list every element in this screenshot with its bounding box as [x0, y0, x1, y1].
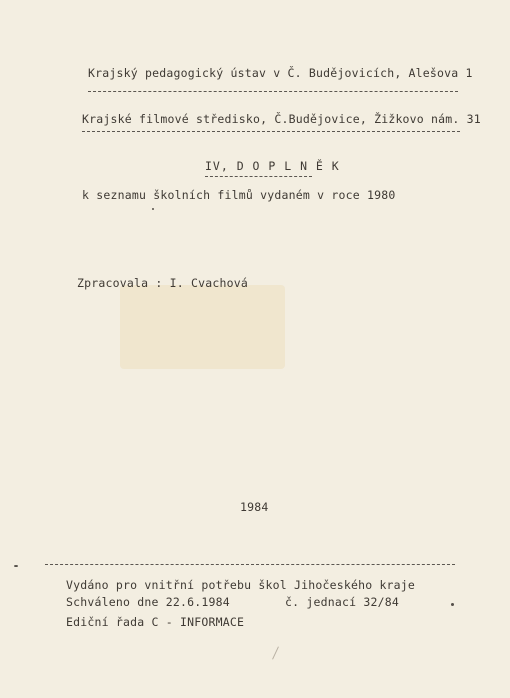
author-line: Zpracovala : I. Cvachová: [77, 276, 248, 290]
supplement-heading: IV, D O P L N Ě K: [205, 159, 340, 173]
film-center-line: Krajské filmové středisko, Č.Budějovice, Žižkovo nám. 31: [82, 112, 481, 126]
footer-reference-number: č. jednací 32/84: [285, 595, 399, 609]
ink-speck: [152, 208, 154, 210]
divider-rule-2: [82, 131, 460, 132]
footer-approved-date: Schváleno dne 22.6.1984: [66, 595, 230, 609]
footer-divider: [45, 564, 455, 565]
footer-series: Ediční řada C - INFORMACE: [66, 615, 245, 629]
divider-rule-1: [88, 91, 458, 92]
subtitle: k seznamu školních filmů vydaném v roce 1980: [82, 188, 396, 202]
ink-speck: [451, 603, 454, 606]
heading-underline: [205, 176, 312, 177]
institute-line: Krajský pedagogický ústav v Č. Budějovicích, Alešova 1: [88, 66, 473, 80]
footer-issued-line: Vydáno pro vnitřní potřebu škol Jihočeského kraje: [66, 578, 416, 592]
ink-speck: [14, 565, 18, 567]
pencil-mark: [272, 646, 279, 659]
publication-year: 1984: [240, 500, 269, 514]
paper-stain: [120, 285, 285, 369]
